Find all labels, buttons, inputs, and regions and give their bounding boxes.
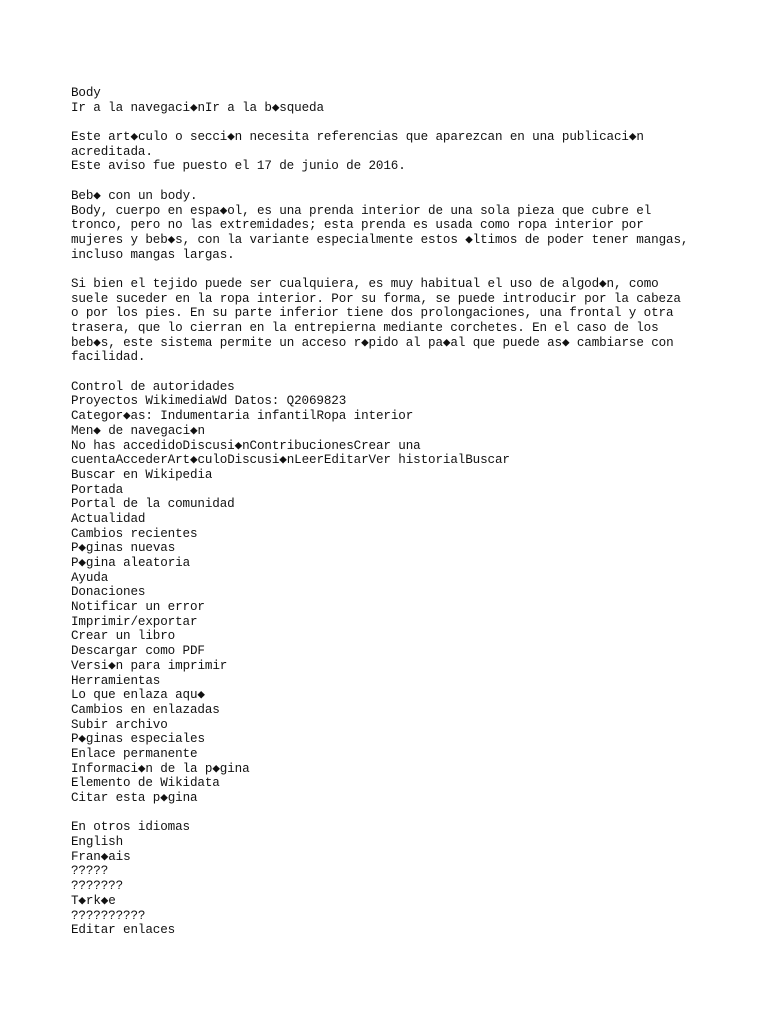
page-title: Body bbox=[71, 86, 101, 100]
sidebar-item-recent-changes[interactable]: Cambios recientes bbox=[71, 526, 198, 541]
navigation-menu-heading: Men◆ de navegaci◆n bbox=[71, 423, 205, 438]
paragraph-2-line: facilidad. bbox=[71, 350, 146, 365]
account-links[interactable]: No has accedidoDiscusi◆nContribucionesCrear una bbox=[71, 438, 421, 453]
paragraph-2-line: suele suceder en la ropa interior. Por su forma, se puede introducir por la cabeza bbox=[71, 291, 681, 306]
categories-links[interactable]: Categor◆as: Indumentaria infantilRopa interior bbox=[71, 409, 414, 424]
sidebar-item-printable-version[interactable]: Versi◆n para imprimir bbox=[71, 658, 228, 673]
sidebar-item-cite-page[interactable]: Citar esta p◆gina bbox=[71, 791, 198, 805]
sidebar-item-upload-file[interactable]: Subir archivo bbox=[71, 717, 168, 732]
paragraph-1-line: incluso mangas largas. bbox=[71, 247, 235, 262]
sidebar-item-special-pages[interactable]: P◆ginas especiales bbox=[71, 732, 205, 747]
sidebar-item-download-pdf[interactable]: Descargar como PDF bbox=[71, 644, 205, 659]
sidebar-item-create-book[interactable]: Crear un libro bbox=[71, 629, 176, 644]
paragraph-2-line: Si bien el tejido puede ser cualquiera, es muy habitual el uso de algod◆n, como bbox=[71, 276, 659, 291]
sidebar-item-search[interactable]: Buscar en Wikipedia bbox=[71, 467, 213, 482]
paragraph-1-line: Body, cuerpo en espa◆ol, es una prenda interior de una sola pieza que cubre el bbox=[71, 203, 652, 218]
notice-line-2: acreditada. bbox=[71, 144, 153, 159]
language-link[interactable]: ????? bbox=[71, 864, 109, 879]
sidebar-item-donations[interactable]: Donaciones bbox=[71, 585, 146, 600]
wikimedia-projects-link[interactable]: Proyectos WikimediaWd Datos: Q2069823 bbox=[71, 394, 347, 409]
sidebar-item-related-changes[interactable]: Cambios en enlazadas bbox=[71, 702, 220, 717]
page-action-links[interactable]: cuentaAccederArt◆culoDiscusi◆nLeerEditarVer historialBuscar bbox=[71, 453, 510, 468]
language-link[interactable]: ?????????? bbox=[71, 908, 146, 923]
edit-links-link[interactable]: Editar enlaces bbox=[71, 923, 176, 938]
paragraph-2-line: beb◆s, este sistema permite un acceso r◆pido al pa◆al que puede as◆ cambiarse con bbox=[71, 335, 674, 350]
language-link[interactable]: ??????? bbox=[71, 879, 124, 894]
sidebar-heading-print-export: Imprimir/exportar bbox=[71, 614, 198, 629]
sidebar-heading-tools: Herramientas bbox=[71, 673, 161, 688]
paragraph-2-line: trasera, que lo cierran en la entrepierna mediante corchetes. En el caso de los bbox=[71, 321, 659, 335]
sidebar-item-permanent-link[interactable]: Enlace permanente bbox=[71, 746, 198, 761]
paragraph-1-line: tronco, pero no las extremidades; esta prenda es usada como ropa interior por bbox=[71, 218, 644, 233]
notice-line-3: Este aviso fue puesto el 17 de junio de 2016. bbox=[71, 159, 406, 174]
sidebar-item-what-links-here[interactable]: Lo que enlaza aqu◆ bbox=[71, 688, 205, 703]
spacer bbox=[71, 365, 751, 380]
image-caption: Beb◆ con un body. bbox=[71, 188, 198, 203]
paragraph-2-line: o por los pies. En su parte inferior tiene dos prolongaciones, una frontal y otra bbox=[71, 306, 674, 321]
language-link[interactable]: Fran◆ais bbox=[71, 849, 131, 864]
skip-links[interactable]: Ir a la navegaci◆nIr a la b◆squeda bbox=[71, 100, 324, 115]
spacer bbox=[71, 262, 751, 277]
languages-heading: En otros idiomas bbox=[71, 820, 190, 835]
notice-line-1: Este art◆culo o secci◆n necesita referencias que aparezcan en una publicaci◆n bbox=[71, 130, 644, 145]
spacer bbox=[71, 806, 751, 821]
sidebar-item-main-page[interactable]: Portada bbox=[71, 482, 124, 497]
paragraph-1-line: mujeres y beb◆s, con la variante especialmente estos ◆ltimos de poder tener mangas, bbox=[71, 232, 689, 247]
spacer bbox=[71, 115, 751, 130]
sidebar-item-random-page[interactable]: P◆gina aleatoria bbox=[71, 556, 191, 570]
sidebar-item-page-information[interactable]: Informaci◆n de la p◆gina bbox=[71, 761, 250, 776]
language-link[interactable]: English bbox=[71, 835, 124, 850]
sidebar-item-current-events[interactable]: Actualidad bbox=[71, 511, 146, 526]
document-page bbox=[71, 86, 751, 938]
language-link[interactable]: T◆rk◆e bbox=[71, 893, 116, 908]
sidebar-item-help[interactable]: Ayuda bbox=[71, 570, 109, 585]
sidebar-item-wikidata-item[interactable]: Elemento de Wikidata bbox=[71, 776, 220, 791]
authority-control-link[interactable]: Control de autoridades bbox=[71, 379, 235, 394]
sidebar-item-new-pages[interactable]: P◆ginas nuevas bbox=[71, 541, 176, 556]
spacer bbox=[71, 174, 751, 189]
sidebar-item-report-error[interactable]: Notificar un error bbox=[71, 600, 205, 615]
sidebar-item-community-portal[interactable]: Portal de la comunidad bbox=[71, 497, 235, 512]
